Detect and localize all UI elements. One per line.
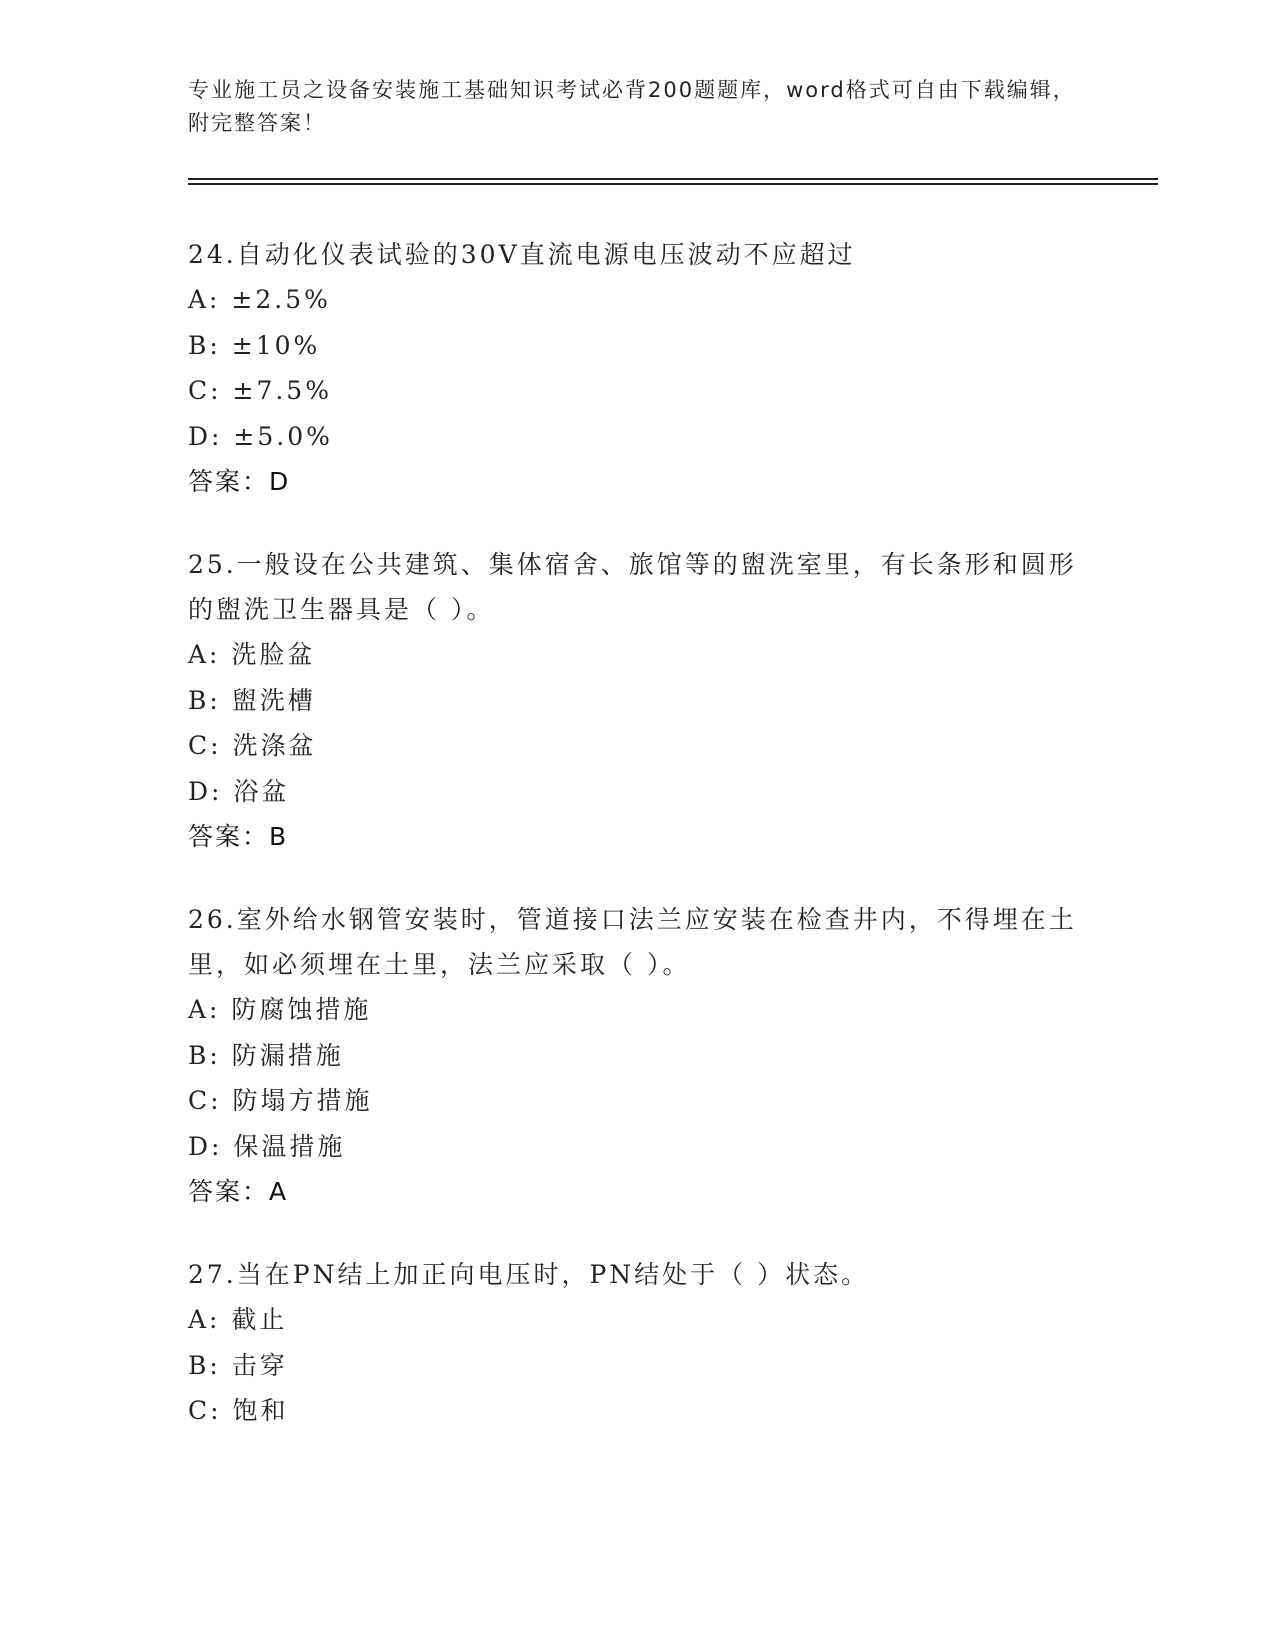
option-c: C: 防塌方措施 [188, 1086, 373, 1115]
option-d: D: ±5.0% [188, 421, 333, 451]
option-b: B: ±10% [188, 330, 321, 360]
option-b: B: 盥洗槽 [188, 685, 316, 715]
question-27 [188, 1252, 1088, 1434]
question-list [188, 232, 1088, 1472]
option-b: B: 击穿 [188, 1350, 288, 1380]
option-c: C: ±7.5% [188, 376, 332, 405]
answer-line: 答案：D [188, 467, 291, 496]
option-a: A: 洗脸盆 [188, 640, 316, 669]
header-divider-bottom [188, 183, 1158, 185]
option-c: C: 洗涤盆 [188, 731, 317, 760]
answer-line: 答案：A [188, 1177, 289, 1206]
header-divider-top [188, 178, 1158, 180]
option-c: C: 饱和 [188, 1396, 289, 1425]
question-text: 26.室外给水钢管安装时，管道接口法兰应安装在检查井内，不得埋在土里，如必须埋在土里，法兰应采取（ ）。 [188, 905, 1077, 979]
question-24 [188, 232, 1088, 504]
answer-line: 答案：B [188, 822, 289, 851]
question-text: 27.当在PN结上加正向电压时，PN结处于（ ）状态。 [188, 1260, 870, 1289]
option-b: B: 防漏措施 [188, 1040, 344, 1070]
question-text: 25.一般设在公共建筑、集体宿舍、旅馆等的盥洗室里，有长条形和圆形的盥洗卫生器具是（ ）。 [188, 550, 1077, 624]
question-25 [188, 542, 1088, 859]
question-26 [188, 897, 1088, 1214]
option-d: D: 保温措施 [188, 1131, 346, 1161]
option-a: A: ±2.5% [188, 285, 331, 314]
option-d: D: 浴盆 [188, 776, 290, 806]
option-a: A: 截止 [188, 1305, 288, 1334]
option-a: A: 防腐蚀措施 [188, 995, 372, 1024]
question-text: 24.自动化仪表试验的30V直流电源电压波动不应超过 [188, 240, 856, 269]
document-header: 专业施工员之设备安装施工基础知识考试必背200题题库，word格式可自由下载编辑，附完整答案！ [188, 78, 1076, 135]
